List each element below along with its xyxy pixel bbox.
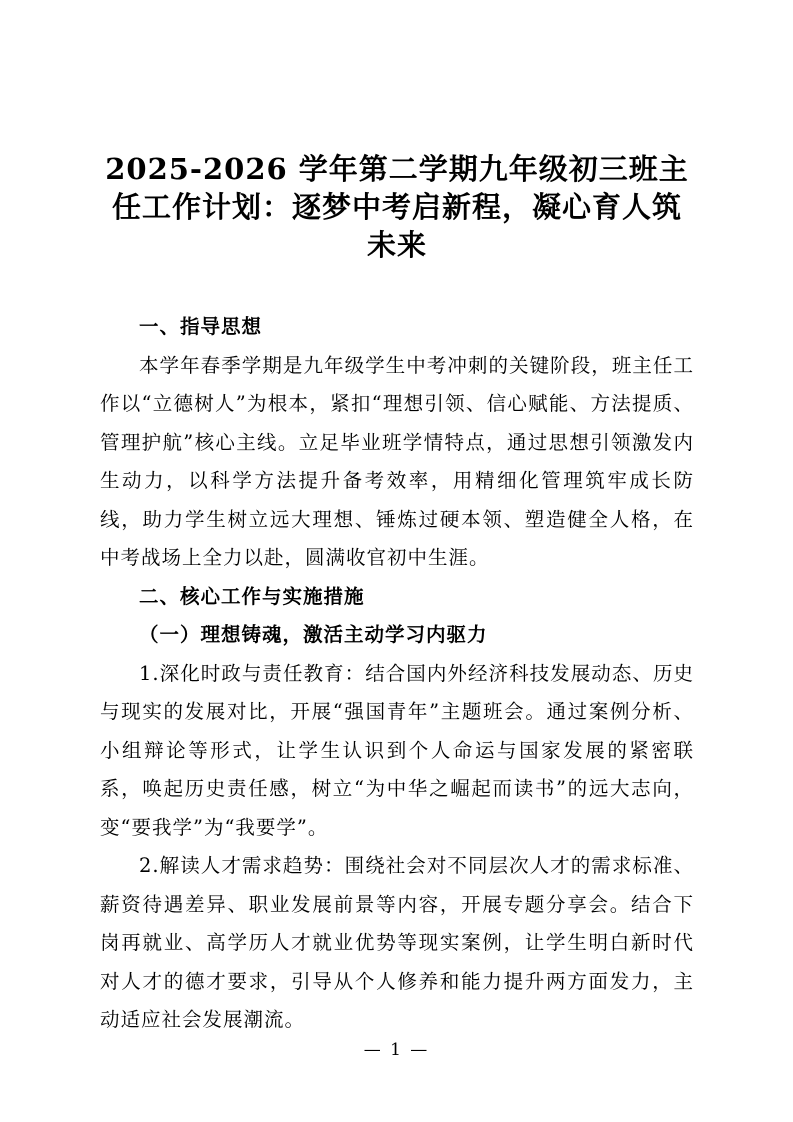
paragraph-guiding-thought: 本学年春季学期是九年级学生中考冲刺的关键阶段，班主任工作以“立德树人”为根本，紧扣“理想引领、信心赋能、方法提质、管理护航”核心主线。立足毕业班学情特点，通过思想引领激发内生动力，以科学方法提升备考效率，用精细化管理筑牢成长防线，助力学生树立远大理想、锤炼过硬本领、塑造健全人格，在中考战场上全力以赴，圆满收官初中生涯。 bbox=[100, 353, 694, 569]
paragraph-item-2: 2.解读人才需求趋势：围绕社会对不同层次人才的需求标准、薪资待遇差异、职业发展前景等内容，开展专题分享会。结合下岗再就业、高学历人才就业优势等现实案例，让学生明白新时代对人才的德才要求，引导从个人修养和能力提升两方面发力，主动适应社会发展潮流。 bbox=[100, 854, 694, 1031]
paragraph-item-1: 1.深化时政与责任教育：结合国内外经济科技发展动态、历史与现实的发展对比，开展“强国青年”主题班会。通过案例分析、小组辩论等形式，让学生认识到个人命运与国家发展的紧密联系，唤起历史责任感，树立“为中华之崛起而读书”的远大志向，变“要我学”为“我要学”。 bbox=[100, 661, 694, 839]
section-heading-core-work: 二、核心工作与实施措施 bbox=[139, 584, 365, 608]
section-heading-guiding-thought: 一、指导思想 bbox=[139, 315, 263, 338]
document-title: 2025-2026 学年第二学期九年级初三班主任工作计划：逐梦中考启新程，凝心育人筑未来 bbox=[105, 152, 689, 262]
subsection-heading-ideal-motivation: （一）理想铸魂，激活主动学习内驱力 bbox=[139, 623, 488, 646]
page-number: — 1 — bbox=[363, 1040, 430, 1060]
